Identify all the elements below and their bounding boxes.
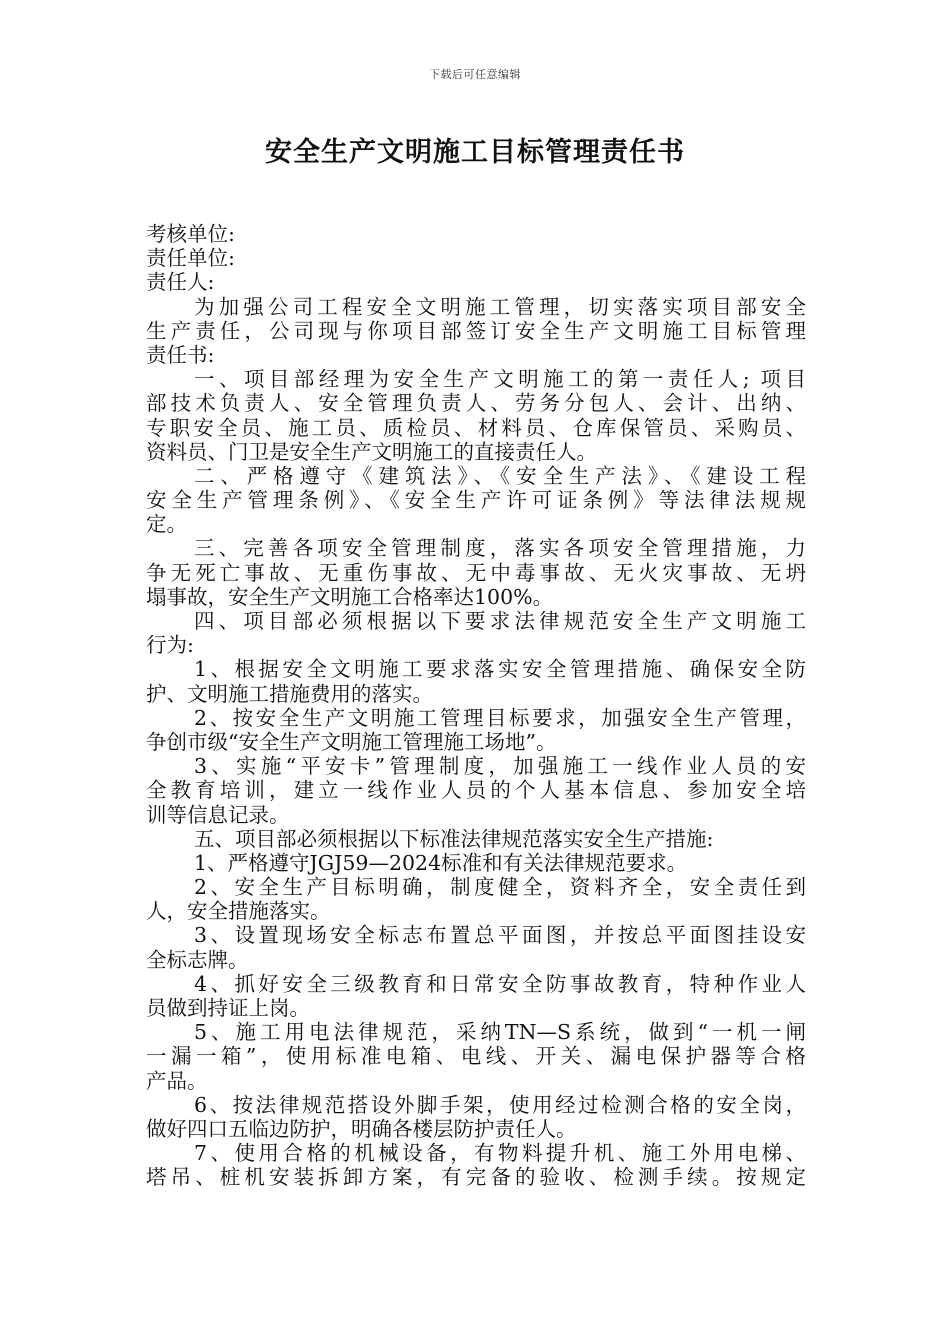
body-line: 一、项目部经理为安全生产文明施工的第一责任人; 项目 [194, 367, 806, 392]
body-line: 三、完善各项安全管理制度，落实各项安全管理措施，力 [194, 536, 806, 561]
body-line: 全教育培训，建立一线作业人员的个人基本信息、参加安全培 [146, 778, 806, 803]
body-line: 5、施工用电法律规范，采纳TN—S系统，做到“一机一闸 [194, 1020, 806, 1045]
body-line: 生产责任，公司现与你项目部签订安全生产文明施工目标管理 [146, 318, 806, 343]
body-line: 3、实施“平安卡”管理制度，加强施工一线作业人员的安 [194, 754, 806, 779]
document-title: 安全生产文明施工目标管理责任书 [265, 137, 685, 168]
body-line: 五、项目部必须根据以下标准法律规范落实安全生产措施: [194, 826, 714, 851]
body-line: 产品。 [146, 1068, 208, 1093]
body-line: 责任书: [146, 342, 215, 367]
body-line: 为加强公司工程安全文明施工管理，切实落实项目部安全 [194, 294, 806, 319]
body-line: 6、按法律规范搭设外脚手架，使用经过检测合格的安全岗， [194, 1092, 806, 1117]
body-line: 护、文明施工措施费用的落实。 [146, 681, 433, 706]
document-body [146, 222, 806, 1190]
body-line: 人，安全措施落实。 [146, 899, 331, 924]
body-line: 做好四口五临边防护，明确各楼层防护责任人。 [146, 1116, 577, 1141]
body-line: 1、严格遵守JGJ59—2024标准和有关法律规范要求。 [194, 850, 688, 875]
body-line: 定。 [146, 512, 187, 537]
body-line: 7、使用合格的机械设备，有物料提升机、施工外用电梯、 [194, 1141, 806, 1166]
body-line: 塌事故，安全生产文明施工合格率达100%。 [146, 584, 554, 609]
body-line: 1、根据安全文明施工要求落实安全管理措施、确保安全防 [194, 657, 806, 682]
body-line: 塔吊、桩机安装拆卸方案，有完备的验收、检测手续。按规定 [146, 1165, 806, 1190]
body-line: 二、严格遵守《建筑法》、《安全生产法》、《建设工程 [194, 463, 806, 488]
body-line: 训等信息记录。 [146, 802, 290, 827]
field-responsible-unit: 责任单位: [146, 246, 235, 271]
body-line: 部技术负责人、安全管理负责人、劳务分包人、会计、出纳、 [146, 391, 806, 416]
body-line: 3、设置现场安全标志布置总平面图，并按总平面图挂设安 [194, 923, 806, 948]
field-responsible-person: 责任人: [146, 270, 215, 295]
body-line: 争无死亡事故、无重伤事故、无中毒事故、无火灾事故、无坍 [146, 560, 806, 585]
body-line: 4、抓好安全三级教育和日常安全防事故教育，特种作业人 [194, 971, 806, 996]
body-line: 全标志牌。 [146, 947, 249, 972]
body-line: 专职安全员、施工员、质检员、材料员、仓库保管员、采购员、 [146, 415, 806, 440]
body-line: 2、安全生产目标明确，制度健全，资料齐全，安全责任到 [194, 875, 806, 900]
body-line: 四、项目部必须根据以下要求法律规范安全生产文明施工 [194, 609, 806, 633]
header-note: 下载后可任意编辑 [429, 68, 521, 81]
body-line: 安全生产管理条例》、《安全生产许可证条例》等法律法规规 [146, 488, 806, 513]
body-line: 2、按安全生产文明施工管理目标要求，加强安全生产管理， [194, 705, 806, 730]
body-line: 争创市级“安全生产文明施工管理施工场地”。 [146, 729, 557, 754]
body-line: 资料员、门卫是安全生产文明施工的直接责任人。 [146, 439, 597, 464]
field-assessing-unit: 考核单位: [146, 222, 235, 246]
body-paragraphs [146, 295, 806, 1190]
body-line: 一漏一箱”，使用标准电箱、电线、开关、漏电保护器等合格 [146, 1044, 806, 1069]
body-line: 员做到持证上岗。 [146, 996, 310, 1020]
body-line: 行为: [146, 633, 194, 658]
